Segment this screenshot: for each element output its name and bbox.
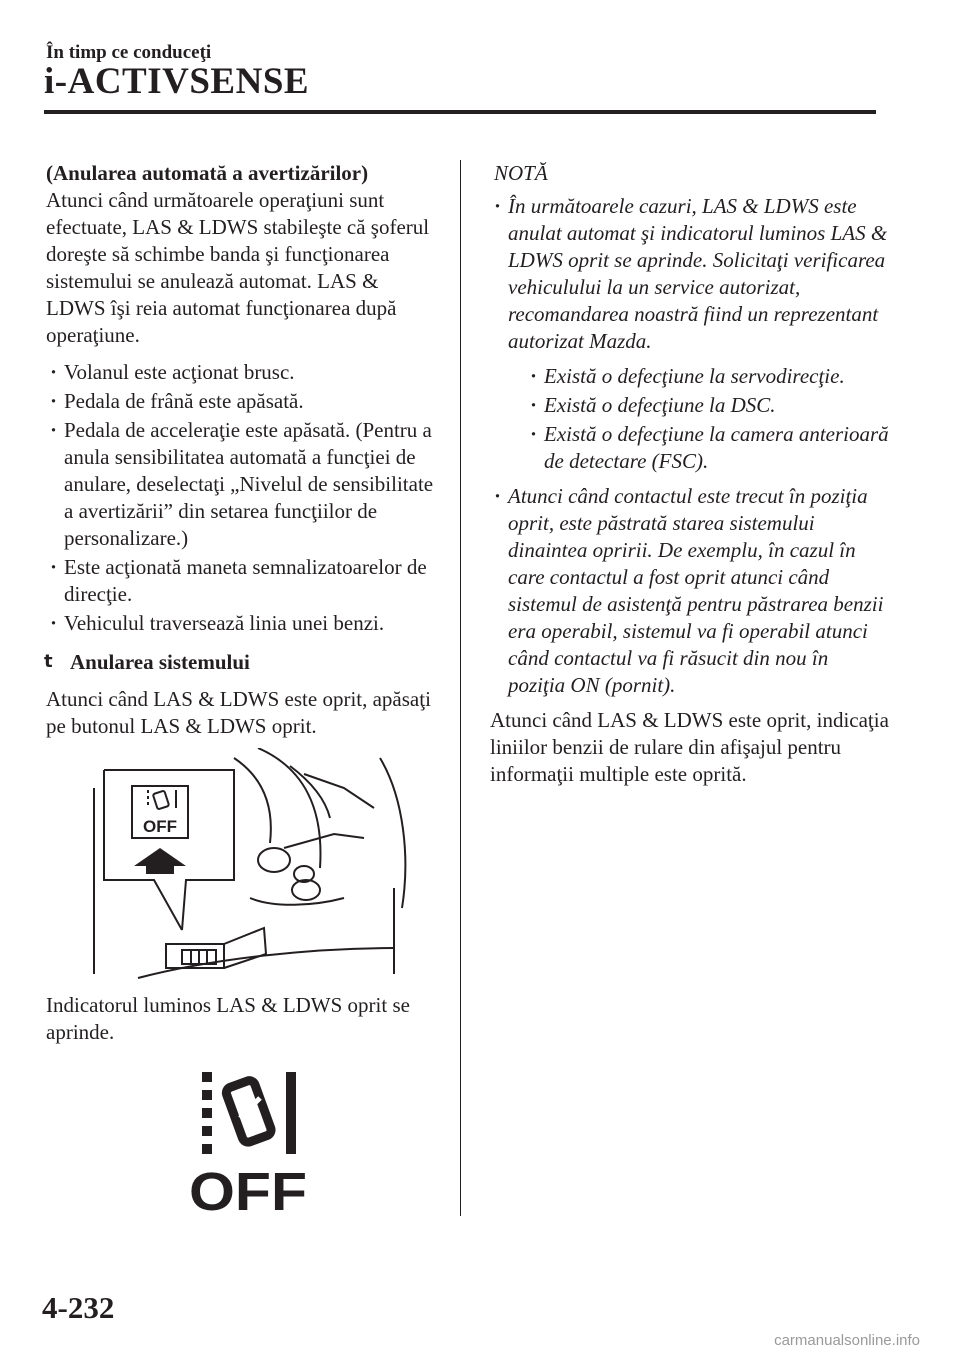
list-item: · Pedala de frână este apăsată. <box>46 388 438 415</box>
system-cancel-text: Atunci când LAS & LDWS este oprit, apăsaţi pe butonul LAS & LDWS oprit. <box>46 687 431 738</box>
system-cancel-heading-text: Anularea sistemului <box>70 650 250 674</box>
list-item: · Există o defecţiune la servodirecţie. <box>526 363 890 390</box>
system-cancel-heading <box>46 649 438 676</box>
las-ldws-off-indicator-icon <box>178 1068 318 1218</box>
lane-icon <box>148 790 176 809</box>
indicator-off-label: OFF <box>189 1162 307 1218</box>
note-sub-list <box>508 363 890 475</box>
column-divider <box>460 160 461 1216</box>
auto-cancel-list <box>46 359 438 637</box>
final-paragraph: Atunci când LAS & LDWS este oprit, indicaţia liniilor benzii de rulare din afişajul pentru informaţii multiple este oprită. <box>490 708 889 786</box>
list-item: · Există o defecţiune la DSC. <box>526 392 890 419</box>
auto-cancel-intro: Atunci când următoarele operaţiuni sunt efectuate, LAS & LDWS stabileşte că şoferul doreşte să schimbe banda şi funcţionarea sistemului se anulează automat. LAS & LDWS îşi reia automat funcţionarea după operaţiune. <box>46 188 430 347</box>
chapter-title: În timp ce conduceţi <box>46 42 212 63</box>
auto-cancel-heading: (Anularea automată a avertizărilor) <box>46 161 369 185</box>
list-item: · Pedala de acceleraţie este apăsată. (Pentru a anula sensibilitatea automată a funcţiei de anulare, deselectaţi „Nivelul de sensibilitate a avertizării” din setarea funcţiilor de personalizare.) <box>46 417 438 552</box>
note-item-text: În următoarele cazuri, LAS & LDWS este anulat automat şi indicatorul luminos LAS & LDWS oprit se aprinde. Solicitaţi verificarea vehiculului la un service autorizat, recomandarea noastră fiind un reprezentant autorizat Mazda. <box>508 194 888 353</box>
page-number: 4-232 <box>42 1290 115 1325</box>
section-marker: t <box>44 651 53 672</box>
header-rule <box>44 110 876 114</box>
left-column <box>46 160 438 1218</box>
list-item: · Vehiculul traversează linia unei benzi. <box>46 610 438 637</box>
figure1-off-label: OFF <box>143 817 177 836</box>
off-switch-illustration <box>74 748 414 988</box>
note-item <box>490 193 890 475</box>
list-item: · Există o defecţiune la camera anterioară de detectare (FSC). <box>526 421 890 475</box>
note-item-text: Atunci când contactul este trecut în poziţia oprit, este păstrată starea sistemului dinaintea opririi. De exemplu, în cazul în care contactul a fost oprit atunci când sistemul de asistenţă pentru păstrarea benzii era operabil, sistemul va fi operabil atunci când contactul va fi răsucit din nou în poziţia ON (pornit). <box>508 484 884 697</box>
watermark: carmanualsonline.info <box>774 1332 920 1349</box>
list-item: · Volanul este acţionat brusc. <box>46 359 438 386</box>
note-title: NOTĂ <box>494 161 548 185</box>
indicator-text: Indicatorul luminos LAS & LDWS oprit se aprinde. <box>46 993 410 1044</box>
list-item: · Este acţionată maneta semnalizatoarelor de direcţie. <box>46 554 438 608</box>
right-column <box>490 160 890 788</box>
push-arrow-icon <box>134 848 186 874</box>
note-list <box>490 193 890 699</box>
note-item <box>490 483 890 699</box>
section-title: i-ACTIVSENSE <box>44 61 310 102</box>
